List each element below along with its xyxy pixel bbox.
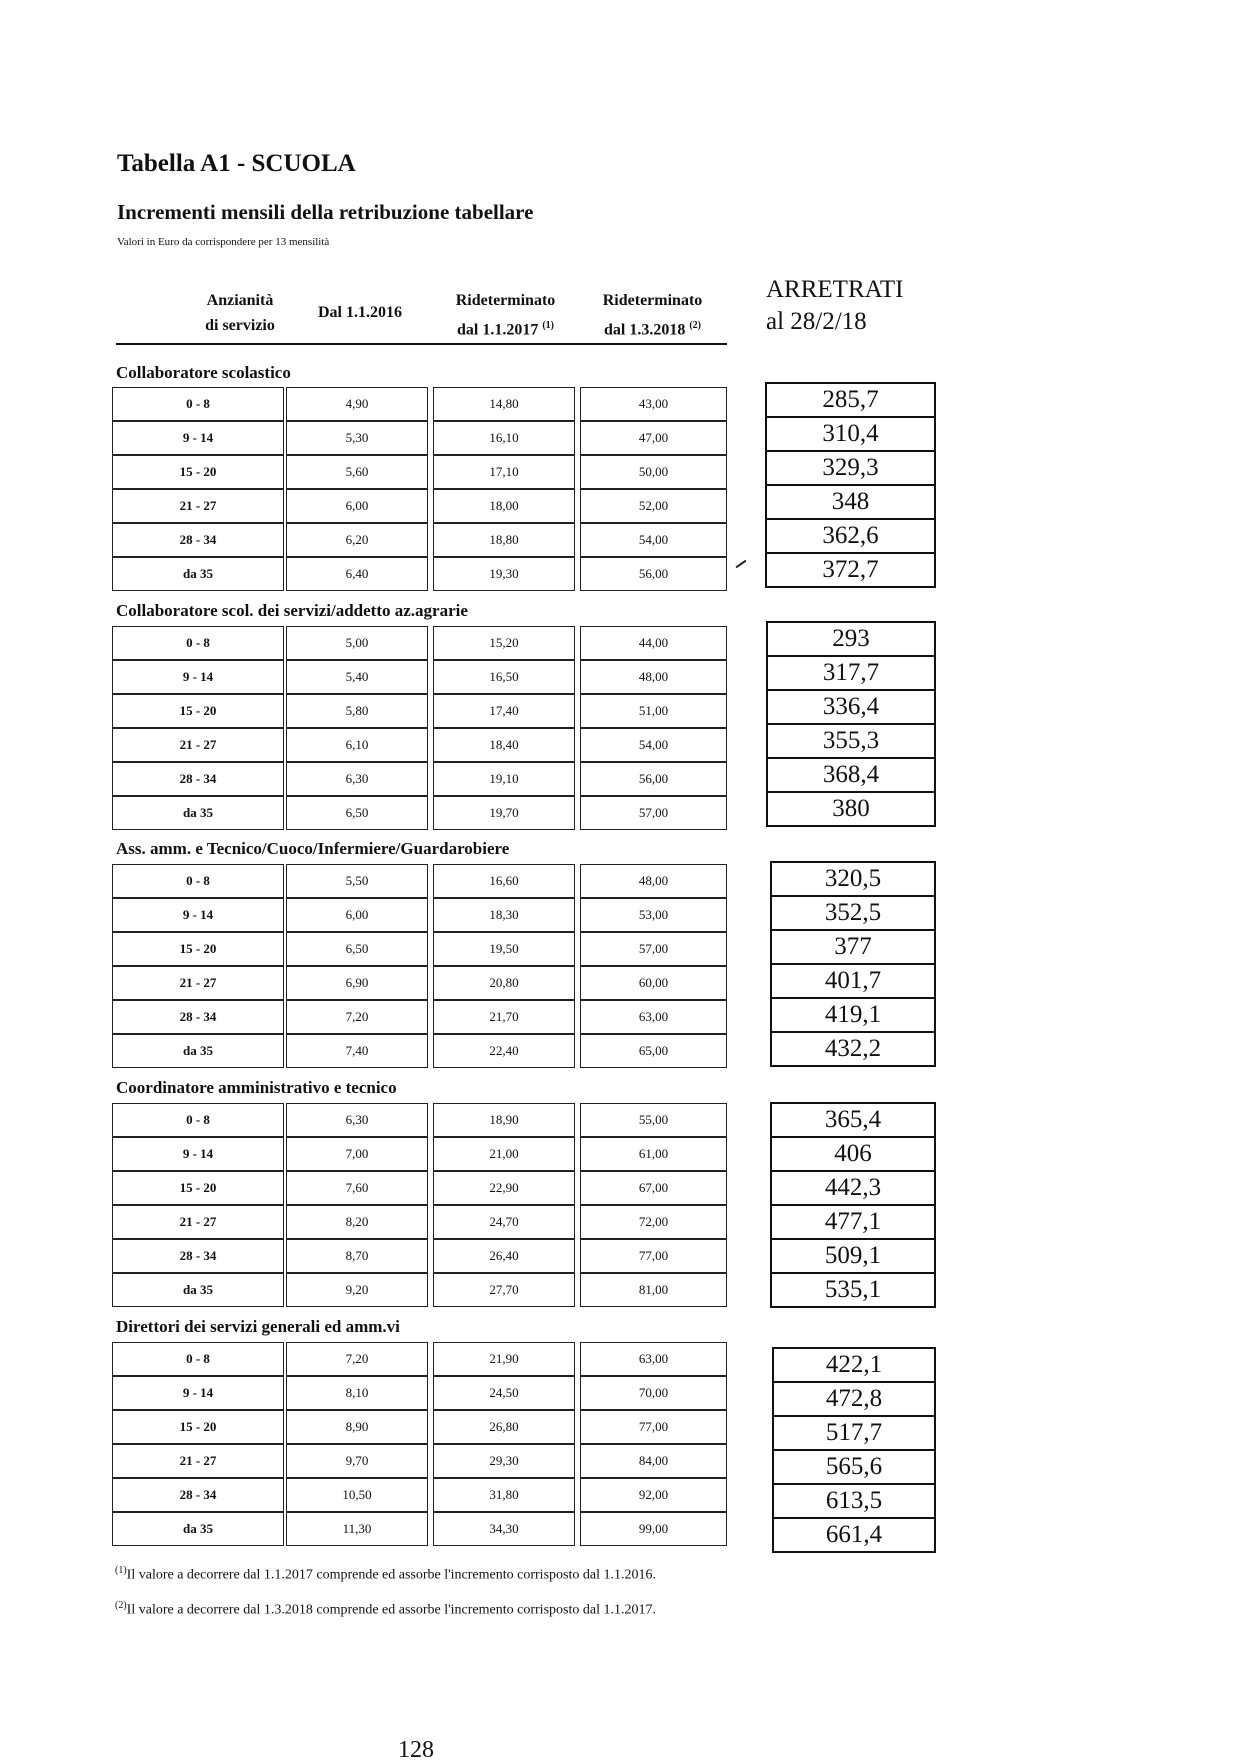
table-row xyxy=(0,932,1240,966)
cell-dal-2016: 5,50 xyxy=(286,864,428,898)
cell-dal-2016: 7,60 xyxy=(286,1171,428,1205)
cell-arretrati: 477,1 xyxy=(770,1204,936,1240)
cell-dal-2018: 61,00 xyxy=(580,1137,727,1171)
cell-dal-2017: 26,40 xyxy=(433,1239,575,1273)
cell-anzianita: 9 - 14 xyxy=(112,1376,284,1410)
section-title: Coordinatore amministrativo e tecnico xyxy=(116,1078,397,1097)
cell-dal-2016: 5,60 xyxy=(286,455,428,489)
header-rideterminato-2017 xyxy=(433,288,578,342)
table-row xyxy=(0,796,1240,830)
cell-dal-2018: 81,00 xyxy=(580,1273,727,1307)
cell-anzianita: 21 - 27 xyxy=(112,1444,284,1478)
cell-arretrati: 368,4 xyxy=(766,757,936,793)
table-row xyxy=(0,1171,1240,1205)
table-row xyxy=(0,1342,1240,1376)
cell-arretrati: 377 xyxy=(770,929,936,965)
cell-dal-2018: 65,00 xyxy=(580,1034,727,1068)
cell-dal-2017: 27,70 xyxy=(433,1273,575,1307)
table-row xyxy=(0,694,1240,728)
cell-anzianita: 0 - 8 xyxy=(112,1103,284,1137)
cell-dal-2018: 63,00 xyxy=(580,1000,727,1034)
footnote-1-mark: (1) xyxy=(115,1565,127,1576)
cell-dal-2018: 56,00 xyxy=(580,762,727,796)
cell-dal-2016: 5,30 xyxy=(286,421,428,455)
cell-arretrati: 401,7 xyxy=(770,963,936,999)
cell-dal-2017: 29,30 xyxy=(433,1444,575,1478)
cell-dal-2017: 18,40 xyxy=(433,728,575,762)
header-divider xyxy=(116,343,727,345)
cell-dal-2018: 55,00 xyxy=(580,1103,727,1137)
cell-dal-2018: 47,00 xyxy=(580,421,727,455)
cell-arretrati: 613,5 xyxy=(772,1483,936,1519)
cell-dal-2018: 54,00 xyxy=(580,523,727,557)
table-row xyxy=(0,728,1240,762)
cell-anzianita: 0 - 8 xyxy=(112,387,284,421)
cell-dal-2018: 43,00 xyxy=(580,387,727,421)
footnote-2-mark: (2) xyxy=(115,1600,127,1611)
cell-anzianita: da 35 xyxy=(112,1512,284,1546)
cell-dal-2017: 14,80 xyxy=(433,387,575,421)
cell-dal-2018: 84,00 xyxy=(580,1444,727,1478)
cell-arretrati: 336,4 xyxy=(766,689,936,725)
cell-arretrati: 380 xyxy=(766,791,936,827)
table-row xyxy=(0,1444,1240,1478)
table-row xyxy=(0,898,1240,932)
cell-arretrati: 362,6 xyxy=(765,518,936,554)
cell-arretrati: 348 xyxy=(765,484,936,520)
cell-dal-2017: 19,50 xyxy=(433,932,575,966)
cell-anzianita: 28 - 34 xyxy=(112,523,284,557)
cell-dal-2016: 7,20 xyxy=(286,1342,428,1376)
cell-anzianita: 21 - 27 xyxy=(112,1205,284,1239)
cell-dal-2017: 16,60 xyxy=(433,864,575,898)
cell-dal-2017: 26,80 xyxy=(433,1410,575,1444)
cell-arretrati: 661,4 xyxy=(772,1517,936,1553)
cell-dal-2017: 18,00 xyxy=(433,489,575,523)
cell-dal-2017: 16,50 xyxy=(433,660,575,694)
cell-dal-2018: 77,00 xyxy=(580,1410,727,1444)
table-row xyxy=(0,1512,1240,1546)
cell-arretrati: 442,3 xyxy=(770,1170,936,1206)
cell-anzianita: 9 - 14 xyxy=(112,421,284,455)
cell-anzianita: da 35 xyxy=(112,796,284,830)
cell-dal-2017: 19,30 xyxy=(433,557,575,591)
cell-dal-2018: 99,00 xyxy=(580,1512,727,1546)
cell-arretrati: 320,5 xyxy=(770,861,936,897)
page-title: Tabella A1 - SCUOLA xyxy=(117,150,356,177)
cell-dal-2017: 21,00 xyxy=(433,1137,575,1171)
cell-dal-2018: 53,00 xyxy=(580,898,727,932)
cell-dal-2016: 9,70 xyxy=(286,1444,428,1478)
cell-anzianita: 21 - 27 xyxy=(112,728,284,762)
cell-dal-2018: 44,00 xyxy=(580,626,727,660)
cell-dal-2018: 67,00 xyxy=(580,1171,727,1205)
cell-anzianita: 28 - 34 xyxy=(112,1478,284,1512)
cell-arretrati: 517,7 xyxy=(772,1415,936,1451)
cell-dal-2016: 7,20 xyxy=(286,1000,428,1034)
cell-dal-2018: 57,00 xyxy=(580,796,727,830)
table-row xyxy=(0,1478,1240,1512)
cell-dal-2018: 50,00 xyxy=(580,455,727,489)
cell-arretrati: 372,7 xyxy=(765,552,936,588)
cell-arretrati: 419,1 xyxy=(770,997,936,1033)
cell-dal-2016: 8,20 xyxy=(286,1205,428,1239)
cell-arretrati: 535,1 xyxy=(770,1272,936,1308)
table-row xyxy=(0,1273,1240,1307)
cell-anzianita: 9 - 14 xyxy=(112,1137,284,1171)
cell-anzianita: 15 - 20 xyxy=(112,1171,284,1205)
cell-anzianita: 0 - 8 xyxy=(112,1342,284,1376)
cell-anzianita: 21 - 27 xyxy=(112,966,284,1000)
cell-dal-2017: 18,30 xyxy=(433,898,575,932)
cell-dal-2017: 18,80 xyxy=(433,523,575,557)
cell-anzianita: 15 - 20 xyxy=(112,694,284,728)
cell-dal-2017: 17,10 xyxy=(433,455,575,489)
cell-dal-2016: 9,20 xyxy=(286,1273,428,1307)
table-row xyxy=(0,1000,1240,1034)
cell-dal-2017: 15,20 xyxy=(433,626,575,660)
header-rid2018-line1: Rideterminato xyxy=(602,292,703,309)
cell-anzianita: 28 - 34 xyxy=(112,1239,284,1273)
table-row xyxy=(0,1205,1240,1239)
header-rid2018-line2: dal 1.3.2018 xyxy=(603,321,686,339)
cell-dal-2016: 6,30 xyxy=(286,1103,428,1137)
cell-dal-2018: 92,00 xyxy=(580,1478,727,1512)
cell-dal-2016: 6,20 xyxy=(286,523,428,557)
cell-anzianita: 0 - 8 xyxy=(112,864,284,898)
table-row xyxy=(0,660,1240,694)
cell-anzianita: 15 - 20 xyxy=(112,932,284,966)
cell-anzianita: 9 - 14 xyxy=(112,898,284,932)
table-row xyxy=(0,1410,1240,1444)
cell-dal-2016: 6,40 xyxy=(286,557,428,591)
cell-dal-2017: 31,80 xyxy=(433,1478,575,1512)
cell-dal-2018: 60,00 xyxy=(580,966,727,1000)
footnote-2-text: Il valore a decorrere dal 1.3.2018 comprende ed assorbe l'incremento corrisposto dal 1.1.2017. xyxy=(126,1602,656,1618)
header-arretrati-line1: ARRETRATI xyxy=(766,276,904,303)
cell-arretrati: 285,7 xyxy=(765,382,936,418)
page-subtitle: Incrementi mensili della retribuzione tabellare xyxy=(117,200,534,224)
cell-arretrati: 432,2 xyxy=(770,1031,936,1067)
cell-dal-2017: 20,80 xyxy=(433,966,575,1000)
cell-dal-2016: 8,90 xyxy=(286,1410,428,1444)
cell-dal-2016: 6,50 xyxy=(286,932,428,966)
cell-dal-2016: 11,30 xyxy=(286,1512,428,1546)
cell-dal-2018: 51,00 xyxy=(580,694,727,728)
table-row xyxy=(0,557,1240,591)
cell-dal-2017: 19,10 xyxy=(433,762,575,796)
table-row xyxy=(0,523,1240,557)
cell-anzianita: 15 - 20 xyxy=(112,1410,284,1444)
table-row xyxy=(0,1103,1240,1137)
currency-note: Valori in Euro da corrispondere per 13 mensilità xyxy=(117,236,330,248)
cell-arretrati: 293 xyxy=(766,621,936,657)
cell-dal-2016: 8,10 xyxy=(286,1376,428,1410)
cell-anzianita: 9 - 14 xyxy=(112,660,284,694)
table-row xyxy=(0,489,1240,523)
cell-dal-2018: 54,00 xyxy=(580,728,727,762)
cell-dal-2016: 6,90 xyxy=(286,966,428,1000)
table-row xyxy=(0,864,1240,898)
header-rid2017-line2: dal 1.1.2017 xyxy=(456,321,539,339)
cell-dal-2016: 6,00 xyxy=(286,489,428,523)
cell-dal-2018: 48,00 xyxy=(580,864,727,898)
cell-dal-2016: 7,40 xyxy=(286,1034,428,1068)
table-row xyxy=(0,1137,1240,1171)
header-arretrati-line2: al 28/2/18 xyxy=(766,308,867,335)
cell-arretrati: 565,6 xyxy=(772,1449,936,1485)
cell-arretrati: 329,3 xyxy=(765,450,936,486)
table-row xyxy=(0,421,1240,455)
cell-arretrati: 422,1 xyxy=(772,1347,936,1383)
table-row xyxy=(0,1034,1240,1068)
header-arretrati xyxy=(766,274,904,338)
header-rid2017-line1: Rideterminato xyxy=(455,292,556,309)
cell-arretrati: 352,5 xyxy=(770,895,936,931)
cell-dal-2017: 24,70 xyxy=(433,1205,575,1239)
cell-dal-2017: 21,90 xyxy=(433,1342,575,1376)
cell-arretrati: 355,3 xyxy=(766,723,936,759)
table-row xyxy=(0,626,1240,660)
cell-dal-2017: 24,50 xyxy=(433,1376,575,1410)
section-title: Collaboratore scolastico xyxy=(116,363,291,382)
section-title: Collaboratore scol. dei servizi/addetto az.agrarie xyxy=(116,601,468,620)
cell-dal-2017: 17,40 xyxy=(433,694,575,728)
section-title: Ass. amm. e Tecnico/Cuoco/Infermiere/Guardarobiere xyxy=(116,839,510,858)
cell-dal-2016: 5,40 xyxy=(286,660,428,694)
cell-dal-2018: 63,00 xyxy=(580,1342,727,1376)
cell-dal-2017: 34,30 xyxy=(433,1512,575,1546)
cell-dal-2017: 22,40 xyxy=(433,1034,575,1068)
cell-anzianita: 28 - 34 xyxy=(112,762,284,796)
cell-dal-2016: 5,80 xyxy=(286,694,428,728)
cell-dal-2018: 48,00 xyxy=(580,660,727,694)
cell-dal-2016: 6,10 xyxy=(286,728,428,762)
table-row xyxy=(0,762,1240,796)
cell-dal-2018: 52,00 xyxy=(580,489,727,523)
cell-dal-2017: 21,70 xyxy=(433,1000,575,1034)
cell-dal-2016: 6,50 xyxy=(286,796,428,830)
cell-anzianita: da 35 xyxy=(112,557,284,591)
cell-dal-2017: 18,90 xyxy=(433,1103,575,1137)
table-row xyxy=(0,1376,1240,1410)
cell-dal-2017: 22,90 xyxy=(433,1171,575,1205)
cell-dal-2017: 16,10 xyxy=(433,421,575,455)
cell-anzianita: 28 - 34 xyxy=(112,1000,284,1034)
cell-dal-2018: 70,00 xyxy=(580,1376,727,1410)
header-rideterminato-2018 xyxy=(580,288,725,342)
cell-arretrati: 317,7 xyxy=(766,655,936,691)
table-row xyxy=(0,1239,1240,1273)
cell-arretrati: 365,4 xyxy=(770,1102,936,1138)
cell-dal-2016: 7,00 xyxy=(286,1137,428,1171)
cell-anzianita: da 35 xyxy=(112,1273,284,1307)
footnote-1 xyxy=(115,1565,656,1584)
footnote-ref-2: (2) xyxy=(689,320,701,331)
cell-dal-2018: 57,00 xyxy=(580,932,727,966)
cell-anzianita: 15 - 20 xyxy=(112,455,284,489)
cell-dal-2018: 77,00 xyxy=(580,1239,727,1273)
header-anzianita-line2: di servizio xyxy=(205,317,275,334)
footnote-ref-1: (1) xyxy=(542,320,554,331)
cell-dal-2016: 5,00 xyxy=(286,626,428,660)
cell-anzianita: da 35 xyxy=(112,1034,284,1068)
cell-dal-2018: 56,00 xyxy=(580,557,727,591)
cell-dal-2016: 6,30 xyxy=(286,762,428,796)
cell-arretrati: 472,8 xyxy=(772,1381,936,1417)
footnote-1-text: Il valore a decorrere dal 1.1.2017 comprende ed assorbe l'incremento corrisposto dal 1.1.2016. xyxy=(126,1567,656,1583)
cell-dal-2018: 72,00 xyxy=(580,1205,727,1239)
page-number: 128 xyxy=(398,1737,434,1763)
cell-arretrati: 509,1 xyxy=(770,1238,936,1274)
header-dal-2016: Dal 1.1.2016 xyxy=(318,304,402,321)
section-title: Direttori dei servizi generali ed amm.vi xyxy=(116,1317,400,1336)
table-row xyxy=(0,966,1240,1000)
cell-dal-2016: 10,50 xyxy=(286,1478,428,1512)
cell-anzianita: 21 - 27 xyxy=(112,489,284,523)
cell-anzianita: 0 - 8 xyxy=(112,626,284,660)
cell-arretrati: 406 xyxy=(770,1136,936,1172)
cell-dal-2016: 6,00 xyxy=(286,898,428,932)
table-row xyxy=(0,387,1240,421)
cell-dal-2016: 8,70 xyxy=(286,1239,428,1273)
cell-dal-2016: 4,90 xyxy=(286,387,428,421)
cell-arretrati: 310,4 xyxy=(765,416,936,452)
footnote-2 xyxy=(115,1600,656,1619)
table-row xyxy=(0,455,1240,489)
header-anzianita-line1: Anzianità xyxy=(206,292,274,309)
cell-dal-2017: 19,70 xyxy=(433,796,575,830)
